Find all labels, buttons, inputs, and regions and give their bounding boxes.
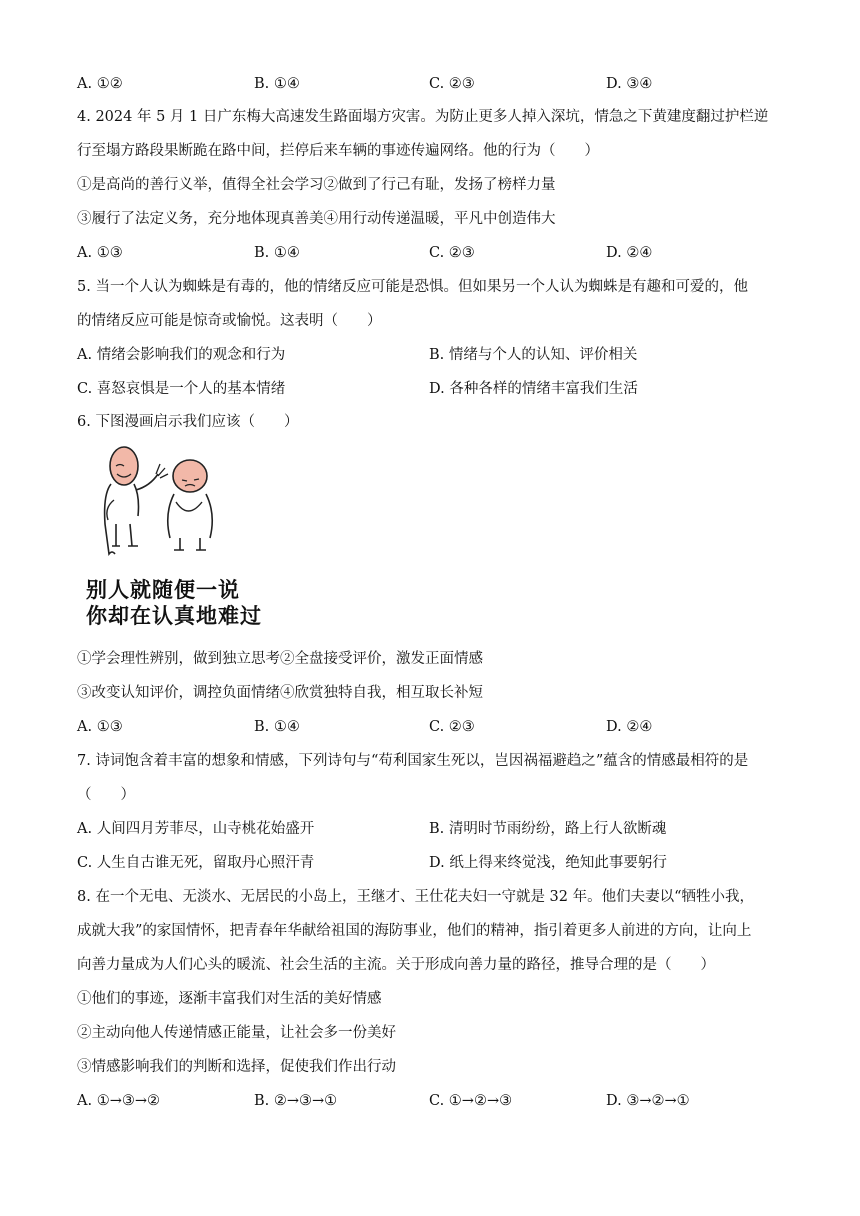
cartoon-caption-line-2: 你却在认真地难过 xyxy=(86,604,262,628)
q4-option-d: D. ②④ xyxy=(606,245,653,261)
q7-option-d: D. 纸上得来终觉浅，绝知此事要躬行 xyxy=(429,855,667,871)
q7-option-b: B. 清明时节雨纷纷，路上行人欲断魂 xyxy=(429,821,667,837)
q8-option-b: B. ②→③→① xyxy=(254,1093,338,1109)
q8-item-1: ①他们的事迹，逐渐丰富我们对生活的美好情感 xyxy=(77,991,382,1007)
q7-option-c: C. 人生自古谁无死，留取丹心照汗青 xyxy=(77,855,315,871)
q7-stem-line-1: 7. 诗词饱含着丰富的想象和情感，下列诗句与“苟利国家生死以，岂因祸福避趋之”蕴含的情感最相符的是 xyxy=(77,753,749,769)
q4-items-line-1: ①是高尚的善行义举，值得全社会学习②做到了行己有耻，发扬了榜样力量 xyxy=(77,177,556,193)
q3-option-b: B. ①④ xyxy=(254,76,300,92)
q5-stem-line-1: 5. 当一个人认为蜘蛛是有毒的，他的情绪反应可能是恐惧。但如果另一个人认为蜘蛛是有趣和可爱的，他 xyxy=(77,279,748,295)
q4-option-b: B. ①④ xyxy=(254,245,300,261)
q6-option-b: B. ①④ xyxy=(254,719,300,735)
q8-option-a: A. ①→③→② xyxy=(77,1093,160,1109)
q4-stem-line-2: 行至塌方路段果断跪在路中间，拦停后来车辆的事迹传遍网络。他的行为（ ） xyxy=(77,143,599,159)
q6-items-line-1: ①学会理性辨别，做到独立思考②全盘接受评价，激发正面情感 xyxy=(77,651,483,667)
q4-option-c: C. ②③ xyxy=(429,245,475,261)
q4-stem-line-1: 4. 2024 年 5 月 1 日广东梅大高速发生路面塌方灾害。为防止更多人掉入深坑，情急之下黄建度翻过护栏逆 xyxy=(77,109,769,125)
q4-option-a: A. ①③ xyxy=(77,245,123,261)
q5-option-d: D. 各种各样的情绪丰富我们生活 xyxy=(429,381,638,397)
q6-stem: 6. 下图漫画启示我们应该（ ） xyxy=(77,414,299,430)
cartoon-caption-line-1: 别人就随便一说 xyxy=(86,578,240,602)
q5-option-c: C. 喜怒哀惧是一个人的基本情绪 xyxy=(77,381,286,397)
q8-stem-line-3: 向善力量成为人们心头的暖流、社会生活的主流。关于形成向善力量的路径，推导合理的是（ ） xyxy=(77,957,715,973)
q3-option-d: D. ③④ xyxy=(606,76,653,92)
q8-option-d: D. ③→②→① xyxy=(606,1093,690,1109)
q6-items-line-2: ③改变认知评价，调控负面情绪④欣赏独特自我，相互取长补短 xyxy=(77,685,483,701)
q8-option-c: C. ①→②→③ xyxy=(429,1093,513,1109)
q6-option-a: A. ①③ xyxy=(77,719,123,735)
q8-item-3: ③情感影响我们的判断和选择，促使我们作出行动 xyxy=(77,1059,396,1075)
q8-item-2: ②主动向他人传递情感正能量，让社会多一份美好 xyxy=(77,1025,396,1041)
q8-stem-line-2: 成就大我”的家国情怀，把青春年华献给祖国的海防事业，他们的精神，指引着更多人前进的方向，让向上 xyxy=(77,923,752,939)
q5-stem-line-2: 的情绪反应可能是惊奇或愉悦。这表明（ ） xyxy=(77,313,382,329)
q7-option-a: A. 人间四月芳菲尽，山寺桃花始盛开 xyxy=(77,821,315,837)
q5-option-b: B. 情绪与个人的认知、评价相关 xyxy=(429,347,638,363)
q4-items-line-2: ③履行了法定义务，充分地体现真善美④用行动传递温暖，平凡中创造伟大 xyxy=(77,211,556,227)
q6-cartoon xyxy=(84,440,264,636)
q3-option-c: C. ②③ xyxy=(429,76,475,92)
q7-stem-line-2: （ ） xyxy=(77,787,135,803)
q6-option-c: C. ②③ xyxy=(429,719,475,735)
q6-option-d: D. ②④ xyxy=(606,719,653,735)
q5-option-a: A. 情绪会影响我们的观念和行为 xyxy=(77,347,286,363)
q8-stem-line-1: 8. 在一个无电、无淡水、无居民的小岛上，王继才、王仕花夫妇一守就是 32 年。他们夫妻以“牺牲小我， xyxy=(77,889,755,905)
q3-option-a: A. ①② xyxy=(77,76,123,92)
